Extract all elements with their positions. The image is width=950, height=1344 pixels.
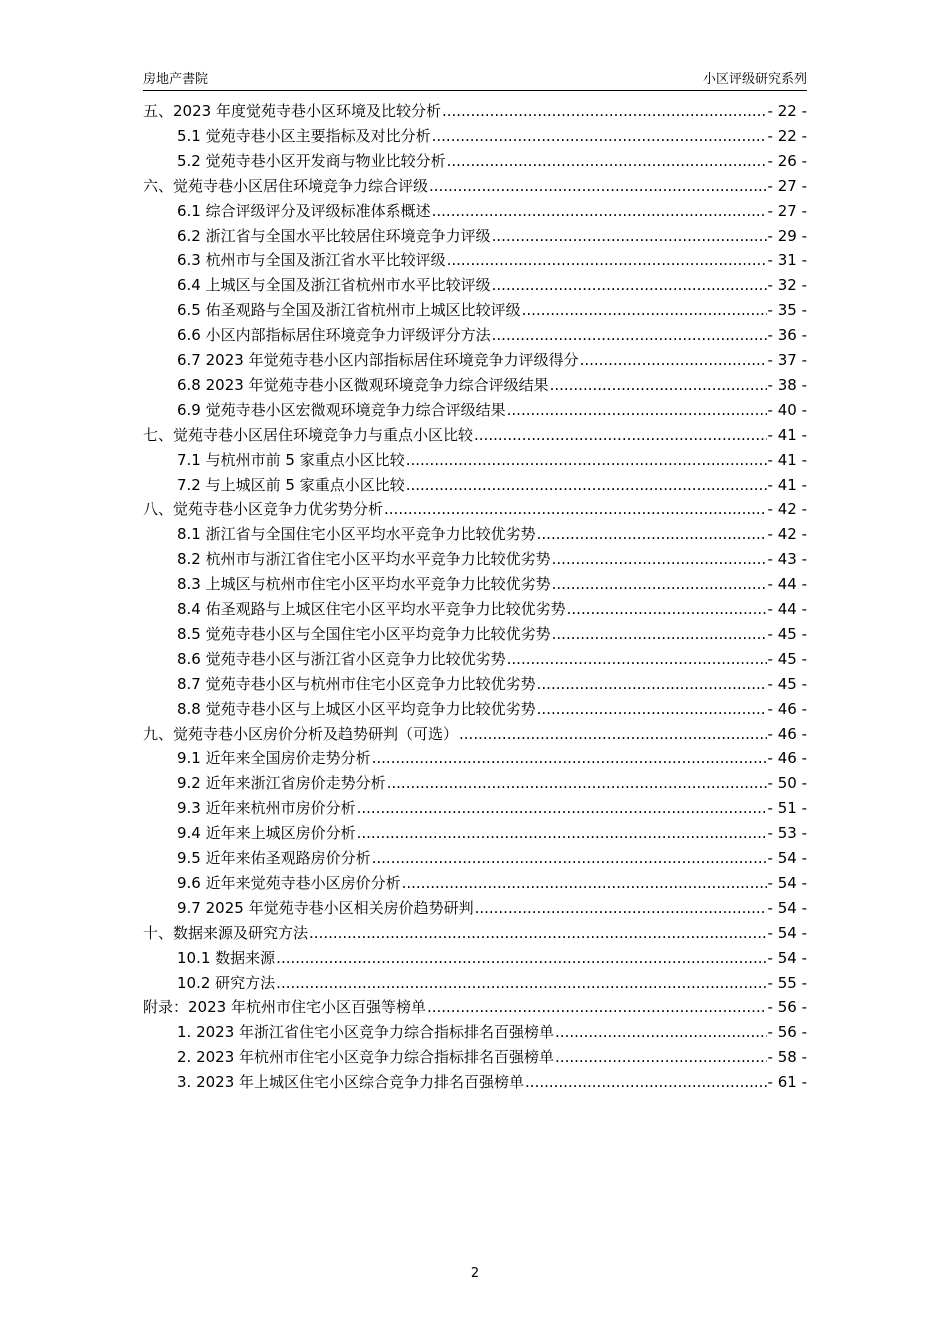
toc-entry[interactable] xyxy=(177,348,807,372)
toc-entry[interactable] xyxy=(143,921,807,945)
toc-leader-dots xyxy=(552,572,767,596)
toc-entry-title: 9.1 近年来全国房价走势分析 xyxy=(177,749,371,768)
toc-entry[interactable] xyxy=(177,697,807,721)
toc-leader-dots xyxy=(357,796,767,820)
toc-leader-dots xyxy=(384,497,767,521)
toc-entry[interactable] xyxy=(143,995,807,1019)
toc-entry-title: 8.6 觉苑寺巷小区与浙江省小区竞争力比较优劣势 xyxy=(177,649,506,668)
toc-leader-dots xyxy=(507,398,767,422)
toc-entry-title: 六、觉苑寺巷小区居住环境竞争力综合评级 xyxy=(143,176,429,195)
toc-entry-page: - 22 - xyxy=(767,126,807,145)
toc-leader-dots xyxy=(537,672,767,696)
toc-entry-title: 7.1 与杭州市前 5 家重点小区比较 xyxy=(177,450,405,469)
toc-entry-page: - 46 - xyxy=(767,724,807,743)
toc-entry-title: 9.3 近年来杭州市房价分析 xyxy=(177,799,356,818)
toc-entry-title: 5.2 觉苑寺巷小区开发商与物业比较分析 xyxy=(177,151,446,170)
toc-entry-page: - 42 - xyxy=(767,525,807,544)
toc-entry-title: 9.4 近年来上城区房价分析 xyxy=(177,824,356,843)
toc-entry[interactable] xyxy=(177,224,807,248)
toc-entry-page: - 27 - xyxy=(767,176,807,195)
toc-leader-dots xyxy=(567,597,767,621)
toc-entry-page: - 55 - xyxy=(767,973,807,992)
toc-entry-page: - 61 - xyxy=(767,1073,807,1092)
toc-entry-title: 9.6 近年来觉苑寺巷小区房价分析 xyxy=(177,873,401,892)
toc-leader-dots xyxy=(474,423,767,447)
toc-entry[interactable] xyxy=(177,1070,807,1094)
toc-entry[interactable] xyxy=(143,497,807,521)
toc-entry-page: - 41 - xyxy=(767,450,807,469)
toc-entry[interactable] xyxy=(143,99,807,123)
toc-entry-page: - 37 - xyxy=(767,351,807,369)
toc-leader-dots xyxy=(507,647,767,671)
toc-entry-title: 6.4 上城区与全国及浙江省杭州市水平比较评级 xyxy=(177,276,491,295)
toc-leader-dots xyxy=(357,821,767,845)
toc-entry-page: - 22 - xyxy=(767,102,807,120)
toc-entry[interactable] xyxy=(177,622,807,646)
toc-entry[interactable] xyxy=(177,298,807,322)
toc-entry[interactable] xyxy=(177,323,807,347)
toc-entry[interactable] xyxy=(177,1020,807,1044)
toc-entry-title: 八、觉苑寺巷小区竞争力优劣势分析 xyxy=(143,500,384,519)
toc-entry[interactable] xyxy=(177,398,807,422)
toc-entry[interactable] xyxy=(143,722,807,746)
toc-entry[interactable] xyxy=(177,597,807,621)
toc-entry[interactable] xyxy=(143,423,807,447)
toc-leader-dots xyxy=(447,149,767,173)
toc-leader-dots xyxy=(309,921,767,945)
toc-entry-page: - 32 - xyxy=(767,276,807,295)
toc-leader-dots xyxy=(442,99,767,123)
toc-leader-dots xyxy=(555,1020,767,1044)
toc-leader-dots xyxy=(432,199,767,223)
toc-entry[interactable] xyxy=(177,248,807,272)
toc-leader-dots xyxy=(537,697,767,721)
toc-entry-page: - 46 - xyxy=(767,749,807,768)
toc-entry-page: - 54 - xyxy=(767,948,807,967)
toc-leader-dots xyxy=(276,971,766,995)
toc-leader-dots xyxy=(372,746,767,770)
toc-entry-title: 9.7 2025 年觉苑寺巷小区相关房价趋势研判 xyxy=(177,898,474,917)
toc-entry-title: 6.8 2023 年觉苑寺巷小区微观环境竞争力综合评级结果 xyxy=(177,375,549,394)
toc-entry-page: - 54 - xyxy=(767,923,807,942)
toc-entry[interactable] xyxy=(177,746,807,770)
toc-entry-title: 1. 2023 年浙江省住宅小区竞争力综合指标排名百强榜单 xyxy=(177,1023,555,1042)
toc-entry-title: 附录：2023 年杭州市住宅小区百强等榜单 xyxy=(143,998,426,1017)
toc-entry-page: - 41 - xyxy=(767,475,807,494)
header-series-title: 小区评级研究系列 xyxy=(702,72,807,87)
toc-entry-title: 九、觉苑寺巷小区房价分析及趋势研判（可选） xyxy=(143,724,459,743)
toc-entry-title: 6.6 小区内部指标居住环境竞争力评级评分方法 xyxy=(177,326,491,345)
toc-entry[interactable] xyxy=(177,821,807,845)
header-publisher: 房地产書院 xyxy=(143,72,209,87)
toc-leader-dots xyxy=(387,771,767,795)
toc-entry-page: - 42 - xyxy=(767,500,807,519)
toc-entry-page: - 45 - xyxy=(767,674,807,693)
toc-leader-dots xyxy=(492,323,767,347)
toc-leader-dots xyxy=(552,622,767,646)
toc-entry[interactable] xyxy=(177,124,807,148)
toc-entry[interactable] xyxy=(177,273,807,297)
toc-entry-title: 10.1 数据来源 xyxy=(177,948,276,967)
toc-entry-title: 6.1 综合评级评分及评级标准体系概述 xyxy=(177,201,431,220)
toc-entry-title: 6.7 2023 年觉苑寺巷小区内部指标居住环境竞争力评级得分 xyxy=(177,351,579,369)
toc-entry-title: 8.7 觉苑寺巷小区与杭州市住宅小区竞争力比较优劣势 xyxy=(177,674,536,693)
toc-entry-page: - 44 - xyxy=(767,575,807,594)
toc-leader-dots xyxy=(427,995,767,1019)
toc-entry[interactable] xyxy=(177,1045,807,1069)
toc-leader-dots xyxy=(525,1070,767,1094)
toc-leader-dots xyxy=(372,846,767,870)
toc-entry-title: 6.2 浙江省与全国水平比较居住环境竞争力评级 xyxy=(177,226,491,245)
toc-entry[interactable] xyxy=(177,771,807,795)
toc-entry[interactable] xyxy=(177,846,807,870)
toc-entry-title: 6.9 觉苑寺巷小区宏微观环境竞争力综合评级结果 xyxy=(177,400,506,419)
toc-entry-page: - 45 - xyxy=(767,649,807,668)
page-number: 2 xyxy=(470,1266,480,1281)
toc-entry-page: - 56 - xyxy=(767,998,807,1017)
toc-entry-title: 6.5 佑圣观路与全国及浙江省杭州市上城区比较评级 xyxy=(177,301,521,320)
toc-entry-title: 七、觉苑寺巷小区居住环境竞争力与重点小区比较 xyxy=(143,425,474,444)
toc-leader-dots xyxy=(492,224,767,248)
toc-entry[interactable] xyxy=(177,522,807,546)
toc-entry-page: - 31 - xyxy=(767,251,807,270)
toc-entry[interactable] xyxy=(177,199,807,223)
toc-entry-title: 8.4 佑圣观路与上城区住宅小区平均水平竞争力比较优劣势 xyxy=(177,600,566,618)
toc-leader-dots xyxy=(406,473,767,497)
toc-entry[interactable] xyxy=(177,946,807,970)
toc-leader-dots xyxy=(555,1045,767,1069)
toc-entry[interactable] xyxy=(177,448,807,472)
toc-leader-dots xyxy=(429,174,767,198)
toc-entry[interactable] xyxy=(177,647,807,671)
toc-leader-dots xyxy=(550,373,767,397)
toc-entry-page: - 26 - xyxy=(767,151,807,170)
toc-entry-title: 9.5 近年来佑圣观路房价分析 xyxy=(177,849,371,867)
toc-entry[interactable] xyxy=(177,971,807,995)
toc-entry-title: 7.2 与上城区前 5 家重点小区比较 xyxy=(177,475,405,494)
toc-entry[interactable] xyxy=(177,373,807,397)
toc-entry-title: 9.2 近年来浙江省房价走势分析 xyxy=(177,774,386,793)
toc-entry-page: - 27 - xyxy=(767,201,807,220)
toc-entry[interactable] xyxy=(177,473,807,497)
toc-leader-dots xyxy=(459,722,767,746)
toc-entry-page: - 56 - xyxy=(767,1023,807,1042)
toc-entry-title: 8.2 杭州市与浙江省住宅小区平均水平竞争力比较优劣势 xyxy=(177,550,551,569)
toc-entry-page: - 54 - xyxy=(767,873,807,892)
toc-leader-dots xyxy=(276,946,766,970)
toc-entry-page: - 41 - xyxy=(767,425,807,444)
toc-entry[interactable] xyxy=(177,672,807,696)
toc-entry-title: 8.3 上城区与杭州市住宅小区平均水平竞争力比较优劣势 xyxy=(177,575,551,594)
toc-entry-page: - 44 - xyxy=(767,600,807,618)
page-header xyxy=(143,66,807,91)
toc-entry-title: 五、2023 年度觉苑寺巷小区环境及比较分析 xyxy=(143,102,441,120)
toc-leader-dots xyxy=(475,896,767,920)
toc-leader-dots xyxy=(522,298,767,322)
toc-entry[interactable] xyxy=(177,149,807,173)
toc-entry-title: 8.8 觉苑寺巷小区与上城区小区平均竞争力比较优劣势 xyxy=(177,699,536,718)
toc-entry[interactable] xyxy=(177,547,807,571)
toc-entry-title: 十、数据来源及研究方法 xyxy=(143,923,309,942)
toc-leader-dots xyxy=(406,448,767,472)
toc-entry[interactable] xyxy=(177,796,807,820)
toc-entry-page: - 40 - xyxy=(767,400,807,419)
toc-entry-page: - 35 - xyxy=(767,301,807,320)
toc-leader-dots xyxy=(580,348,767,372)
toc-leader-dots xyxy=(432,124,767,148)
toc-entry-title: 2. 2023 年杭州市住宅小区竞争力综合指标排名百强榜单 xyxy=(177,1048,555,1067)
toc-entry-page: - 46 - xyxy=(767,699,807,718)
toc-entry-page: - 53 - xyxy=(767,824,807,843)
toc-entry-page: - 43 - xyxy=(767,550,807,569)
toc-entry-page: - 36 - xyxy=(767,326,807,345)
toc-entry-title: 8.1 浙江省与全国住宅小区平均水平竞争力比较优劣势 xyxy=(177,525,536,544)
toc-leader-dots xyxy=(402,871,767,895)
toc-entry-page: - 58 - xyxy=(767,1048,807,1067)
toc-entry-title: 3. 2023 年上城区住宅小区综合竞争力排名百强榜单 xyxy=(177,1073,525,1092)
toc-leader-dots xyxy=(537,522,767,546)
toc-entry-page: - 51 - xyxy=(767,799,807,818)
toc-entry[interactable] xyxy=(143,174,807,198)
toc-entry-page: - 54 - xyxy=(767,849,807,867)
toc-entry[interactable] xyxy=(177,871,807,895)
toc-entry-page: - 29 - xyxy=(767,226,807,245)
toc-entry-page: - 38 - xyxy=(767,375,807,394)
toc-entry[interactable] xyxy=(177,896,807,920)
toc-leader-dots xyxy=(447,248,767,272)
toc-entry-page: - 54 - xyxy=(767,898,807,917)
toc-entry-title: 10.2 研究方法 xyxy=(177,973,276,992)
toc-entry-title: 8.5 觉苑寺巷小区与全国住宅小区平均竞争力比较优劣势 xyxy=(177,624,551,643)
toc-leader-dots xyxy=(552,547,767,571)
toc-entry-page: - 45 - xyxy=(767,624,807,643)
toc-entry-page: - 50 - xyxy=(767,774,807,793)
toc-entry-title: 6.3 杭州市与全国及浙江省水平比较评级 xyxy=(177,251,446,270)
toc-entry[interactable] xyxy=(177,572,807,596)
toc-entry-title: 5.1 觉苑寺巷小区主要指标及对比分析 xyxy=(177,126,431,145)
toc-leader-dots xyxy=(492,273,767,297)
